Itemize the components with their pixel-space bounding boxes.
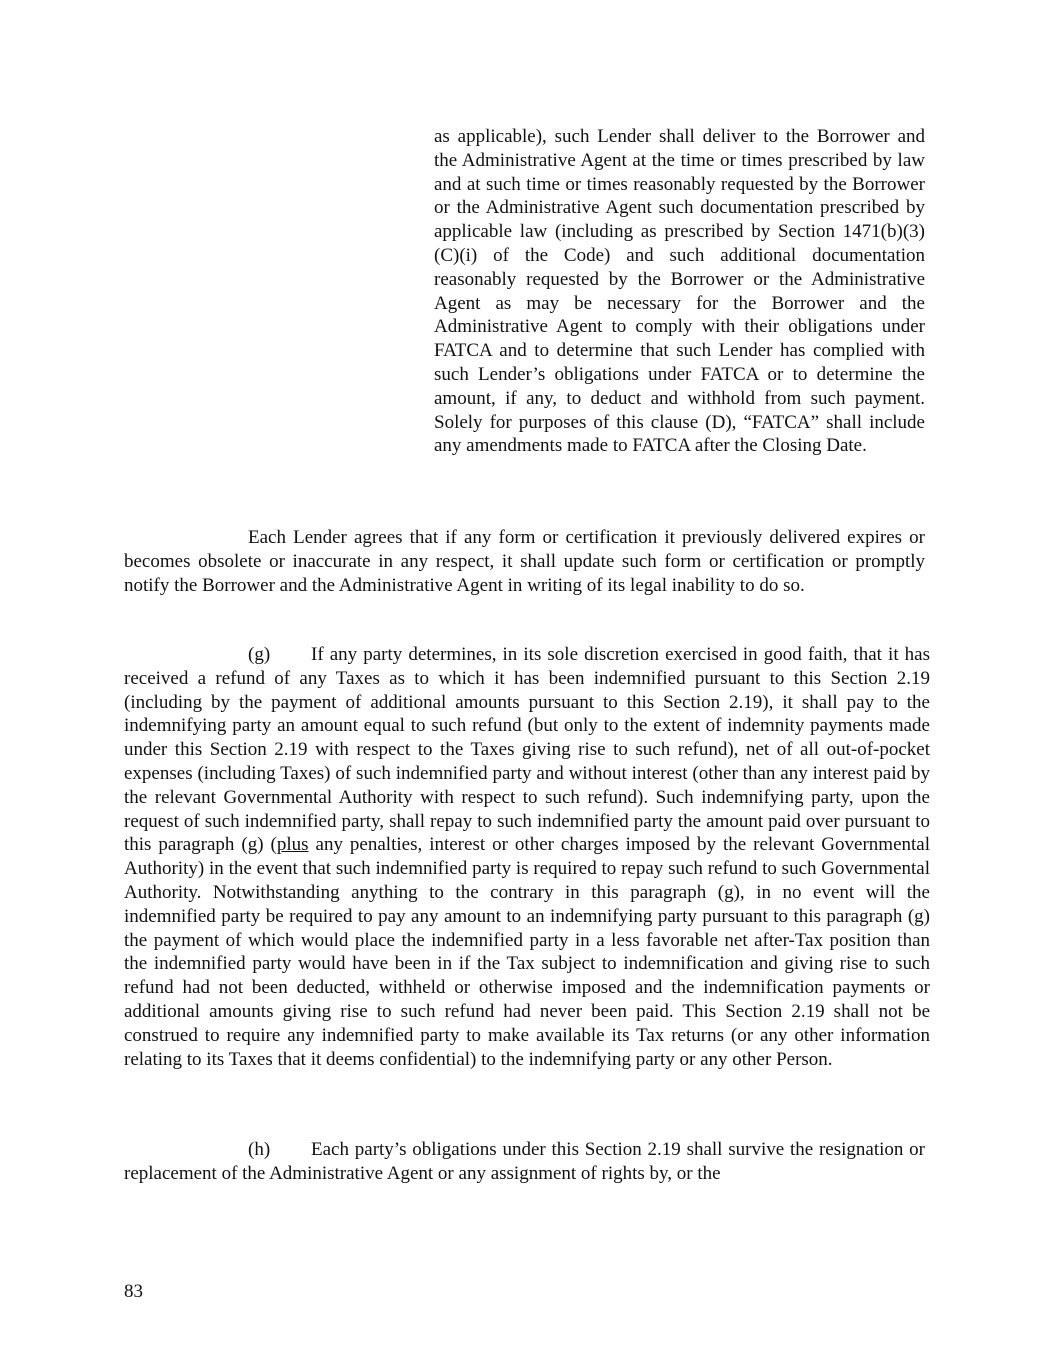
- paragraph-g-text-after-underline: any penalties, interest or other charges imposed by the relevant Governmental Authority) in the event that such indemnified party is required to repay such refund to such Governmental Authority. Notwithstanding anything to the contrary in this paragraph (g), in no event will the indemnified party be required to pay any amount to an indemnifying party pursuant to this paragraph (g) the payment of which would place the indemnified party in a less favorable net after-Tax position than the indemnified party would have been in if the Tax subject to indemnification and giving rise to such refund had not been deducted, withheld or otherwise imposed and the indemnification payments or additional amounts giving rise to such refund had never been paid. This Section 2.19 shall not be construed to require any indemnified party to make available its Tax returns (or any other information relating to its Taxes that it deems confidential) to the indemnifying party or any other Person.: [124, 834, 930, 1070]
- lender-update-paragraph: [124, 526, 925, 597]
- paragraph-h-label: (h): [248, 1139, 271, 1160]
- paragraph-h-text: Each party’s obligations under this Section 2.19 shall survive the resignation or replacement of the Administrative Agent or any assignment of rights by, or the: [124, 1139, 925, 1184]
- paragraph-g-underlined-plus: plus: [276, 834, 309, 856]
- page-number: 83: [124, 1281, 143, 1302]
- clause-d-continuation: as applicable), such Lender shall deliver to the Borrower and the Administrative Agent at the time or times prescribed by law and at such time or times reasonably requested by the Borrower or the Administrative Agent such documentation prescribed by applicable law (including as prescribed by Section 1471(b)(3)(C)(i) of the Code) and such additional documentation reasonably requested by the Borrower or the Administrative Agent as may be necessary for the Borrower and the Administrative Agent to comply with their obligations under FATCA and to determine that such Lender has complied with such Lender’s obligations under FATCA or to determine the amount, if any, to deduct and withhold from such payment. Solely for purposes of this clause (D), “FATCA” shall include any amendments made to FATCA after the Closing Date.: [434, 126, 925, 457]
- paragraph-g-text-before-underline: If any party determines, in its sole discretion exercised in good faith, that it has received a refund of any Taxes as to which it has been indemnified pursuant to this Section 2.19 (including by the payment of additional amounts pursuant to this Section 2.19), it shall pay to the indemnifying party an amount equal to such refund (but only to the extent of indemnity payments made under this Section 2.19 with respect to the Taxes giving rise to such refund), net of all out-of-pocket expenses (including Taxes) of such indemnified party and without interest (other than any interest paid by the relevant Governmental Authority with respect to such refund). Such indemnifying party, upon the request of such indemnified party, shall repay to such indemnified party the amount paid over pursuant to this paragraph (g) (: [124, 644, 930, 856]
- paragraph-g: [124, 643, 930, 1071]
- lender-update-text: Each Lender agrees that if any form or certification it previously delivered expires or becomes obsolete or inaccurate in any respect, it shall update such form or certification or promptly notify the Borrower and the Administrative Agent in writing of its legal inability to do so.: [124, 527, 925, 596]
- paragraph-h: [124, 1138, 925, 1186]
- paragraph-g-label: (g): [248, 644, 271, 665]
